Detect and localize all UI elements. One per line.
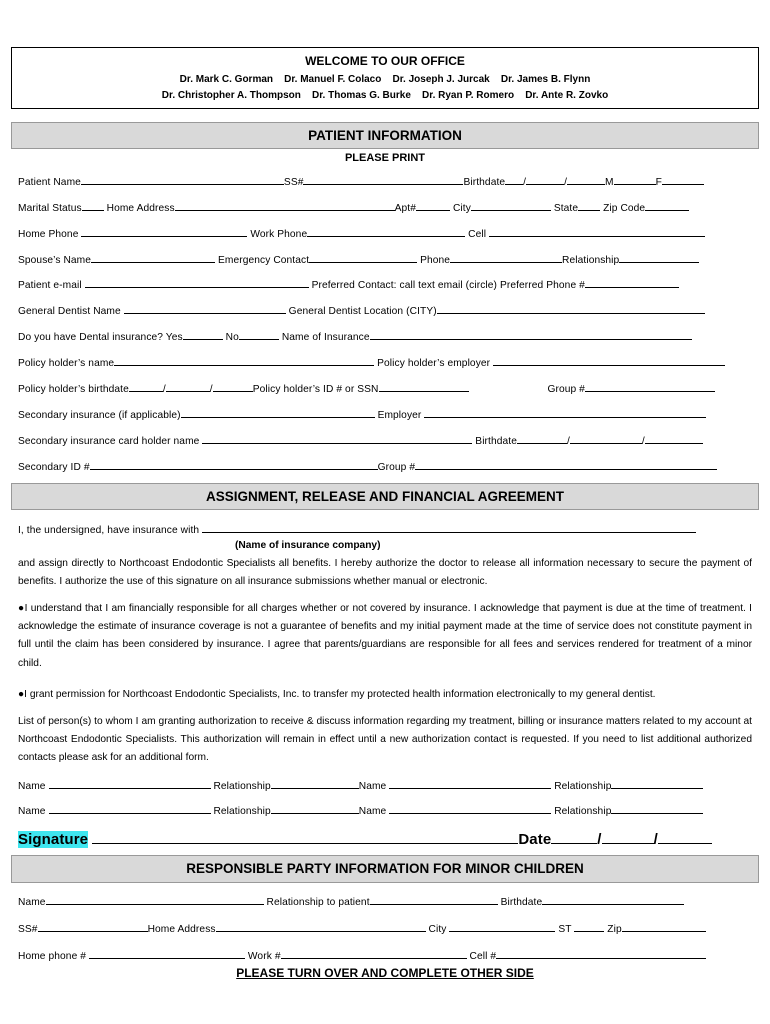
authorized-row-1: Name Relationship Name Relationship [18, 778, 752, 792]
home-address-field[interactable] [175, 200, 395, 211]
responsible-st-field[interactable] [574, 921, 604, 932]
dentist-location-field[interactable] [437, 303, 705, 314]
state-field[interactable] [578, 200, 600, 211]
female-field[interactable] [662, 174, 704, 185]
emergency-contact-field[interactable] [309, 252, 417, 263]
responsible-name-field[interactable] [46, 894, 264, 905]
insurance-company-caption: (Name of insurance company) [235, 540, 381, 551]
responsible-address-field[interactable] [216, 921, 426, 932]
sig-date-month[interactable] [551, 829, 597, 844]
authorized-relationship-3[interactable] [271, 803, 359, 814]
patient-name-field[interactable] [81, 174, 284, 185]
ss-field[interactable] [303, 174, 463, 185]
emergency-phone-field[interactable] [450, 252, 562, 263]
secondary-birth-day-field[interactable] [570, 433, 642, 444]
undersigned-row: I, the undersigned, have insurance with [18, 522, 752, 536]
authorized-name-3[interactable] [49, 803, 211, 814]
secondary-birth-year-field[interactable] [645, 433, 703, 444]
secondary-id-row: Secondary ID # Group # [18, 459, 752, 473]
financial-paragraph: ●I understand that I am financially responsible for all charges whether or not covered by insurance. I acknowledge that payment is due at the time of treatment. I acknowledge the estimate of insurance coverage is not a guarantee of benefits and my initial payment made at the time of service does not constitute payment in full until the claim has been considered by insurance. I agree that parents/guardians are responsible for all fees and services rendered for treatment of a minor child. [18, 603, 752, 669]
city-field[interactable] [471, 200, 551, 211]
welcome-title: WELCOME TO OUR OFFICE [305, 54, 465, 68]
responsible-ss-field[interactable] [38, 921, 148, 932]
insurance-no-field[interactable] [239, 329, 279, 340]
marital-status-field[interactable] [82, 200, 104, 211]
authorized-relationship-4[interactable] [611, 803, 703, 814]
emergency-relationship-field[interactable] [619, 252, 699, 263]
policy-holder-employer-field[interactable] [493, 355, 725, 366]
responsible-phone-row: Home phone # Work # Cell # [18, 948, 752, 962]
doctors-line-2: Dr. Christopher A. Thompson Dr. Thomas G. Burke Dr. Ryan P. Romero Dr. Ante R. Zovko [161, 90, 609, 101]
secondary-insurance-field[interactable] [181, 407, 375, 418]
policy-birth-year-field[interactable] [213, 381, 253, 392]
signature-row: Signature Date / / [18, 829, 752, 848]
responsible-party-heading: RESPONSIBLE PARTY INFORMATION FOR MINOR CHILDREN [11, 855, 759, 883]
spouse-row: Spouse’s Name Emergency Contact Phone Relationship [18, 252, 752, 266]
authorized-name-4[interactable] [389, 803, 551, 814]
address-row: Marital Status Home Address Apt# City State Zip Code [18, 200, 752, 214]
patient-info-heading: PATIENT INFORMATION [11, 122, 759, 149]
secondary-id-field[interactable] [90, 459, 378, 470]
policy-birth-month-field[interactable] [129, 381, 163, 392]
agreement-heading: ASSIGNMENT, RELEASE AND FINANCIAL AGREEMENT [11, 483, 759, 510]
date-label: Date [518, 831, 552, 848]
responsible-home-phone-field[interactable] [89, 948, 245, 959]
doctors-line-1: Dr. Mark C. Gorman Dr. Manuel F. Colaco Dr. Joseph J. Jurcak Dr. James B. Flynn [179, 74, 591, 85]
responsible-name-row: Name Relationship to patient Birthdate [18, 894, 752, 908]
group-field[interactable] [585, 381, 715, 392]
secondary-employer-field[interactable] [424, 407, 706, 418]
spouse-name-field[interactable] [91, 252, 215, 263]
responsible-cell-field[interactable] [496, 948, 706, 959]
responsible-relationship-field[interactable] [370, 894, 498, 905]
authorized-row-2: Name Relationship Name Relationship [18, 803, 752, 817]
welcome-box [11, 47, 759, 109]
secondary-group-field[interactable] [415, 459, 717, 470]
preferred-phone-field[interactable] [585, 277, 679, 288]
sig-date-day[interactable] [602, 829, 654, 844]
policy-birthdate-row: Policy holder’s birthdate / / Policy holder’s ID # or SSN Group # [18, 381, 752, 395]
insurance-yes-field[interactable] [183, 329, 223, 340]
male-field[interactable] [614, 174, 656, 185]
authorization-paragraph: List of person(s) to whom I am granting authorization to receive & discuss information regarding my treatment, billing or insurance matters related to my account at Northcoast Endodontic Specialists. This authorization will remain in effect until a new authorization contact is requested. If you need to list additional authorized contacts please ask for an additional form. [18, 716, 752, 764]
dentist-name-field[interactable] [124, 303, 286, 314]
birth-month-field[interactable] [505, 174, 523, 185]
authorized-relationship-2[interactable] [611, 778, 703, 789]
secondary-birth-month-field[interactable] [517, 433, 567, 444]
responsible-zip-field[interactable] [622, 921, 706, 932]
responsible-city-field[interactable] [449, 921, 555, 932]
insurance-company-field[interactable] [202, 522, 696, 533]
responsible-work-field[interactable] [281, 948, 467, 959]
cell-field[interactable] [489, 226, 705, 237]
birth-year-field[interactable] [567, 174, 605, 185]
secondary-holder-row: Secondary insurance card holder name Birthdate / / [18, 433, 752, 447]
policy-birth-day-field[interactable] [166, 381, 210, 392]
policy-holder-name-field[interactable] [114, 355, 374, 366]
please-print: PLEASE PRINT [344, 152, 426, 164]
signature-field[interactable] [92, 829, 518, 844]
permission-paragraph: ●I grant permission for Northcoast Endodontic Specialists, Inc. to transfer my protected health information electronically to my general dentist. [18, 689, 656, 700]
policy-holder-row: Policy holder’s name Policy holder’s employer [18, 355, 752, 369]
work-phone-field[interactable] [307, 226, 465, 237]
signature-label: Signature [18, 831, 89, 848]
email-field[interactable] [85, 277, 309, 288]
dentist-row: General Dentist Name General Dentist Location (CITY) [18, 303, 752, 317]
sig-date-year[interactable] [658, 829, 712, 844]
secondary-holder-field[interactable] [202, 433, 472, 444]
policy-id-field[interactable] [379, 381, 469, 392]
email-row: Patient e-mail Preferred Contact: call text email (circle) Preferred Phone # [18, 277, 752, 291]
responsible-address-row: SS# Home Address City ST Zip [18, 921, 752, 935]
footer-note: PLEASE TURN OVER AND COMPLETE OTHER SIDE [236, 966, 534, 980]
assign-paragraph: and assign directly to Northcoast Endodontic Specialists all benefits. I hereby authorize the doctor to release all information necessary to secure the payment of benefits. I authorize the use of this signature on all insurance submissions whether manual or electronic. [18, 558, 752, 588]
responsible-birthdate-field[interactable] [542, 894, 684, 905]
birth-day-field[interactable] [526, 174, 564, 185]
phone-row: Home Phone Work Phone Cell [18, 226, 752, 240]
zip-field[interactable] [645, 200, 689, 211]
apt-field[interactable] [416, 200, 450, 211]
authorized-name-1[interactable] [49, 778, 211, 789]
dental-insurance-row: Do you have Dental insurance? Yes No Name of Insurance [18, 329, 752, 343]
authorized-relationship-1[interactable] [271, 778, 359, 789]
insurance-name-field[interactable] [370, 329, 692, 340]
secondary-insurance-row: Secondary insurance (if applicable) Employer [18, 407, 752, 421]
patient-name-row: Patient Name SS# Birthdate / / M F [18, 174, 752, 188]
home-phone-field[interactable] [81, 226, 247, 237]
authorized-name-2[interactable] [389, 778, 551, 789]
